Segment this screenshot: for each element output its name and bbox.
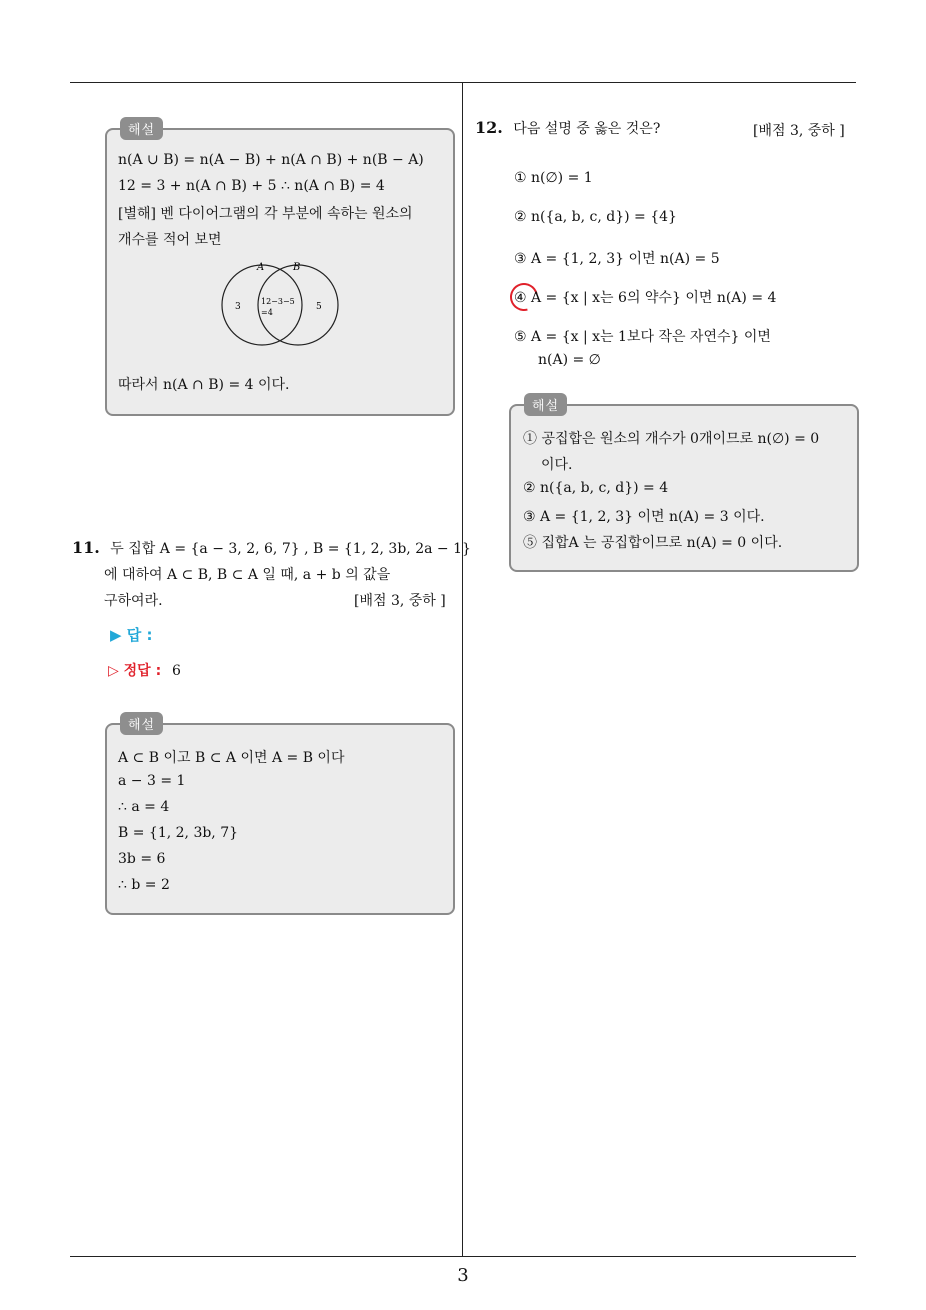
solution-line: B = {1, 2, 3b, 7} [118,825,239,841]
solution-line: n(A ∪ B) = n(A − B) + n(A ∩ B) + n(B − A) [118,152,424,168]
q12-solution-box [509,399,859,572]
venn-label-a: A [257,262,265,273]
option-5: ⑤ A = {x | x는 1보다 작은 자연수} 이면 [514,329,771,345]
top-rule [70,82,856,83]
solution-line: 개수를 적어 보면 [118,232,222,248]
question-number: 11. [72,538,100,557]
venn-right-value: 5 [316,302,322,312]
solution-tab: 해설 [120,117,163,140]
option-5-continued: n(A) = ∅ [538,352,601,368]
column-divider [462,83,463,1256]
solution-conclusion: 따라서 n(A ∩ B) = 4 이다. [118,377,290,393]
q12-header [475,118,660,138]
question-text: 에 대하여 A ⊂ B, B ⊂ A 일 때, a + b 의 값을 [104,567,391,583]
venn-middle-value-2: =4 [261,308,273,317]
venn-diagram [215,260,345,350]
question-text: 구하여라. [104,593,163,609]
solution-line: 12 = 3 + n(A ∩ B) + 5 ∴ n(A ∩ B) = 4 [118,178,385,194]
bottom-rule [70,1256,856,1257]
correct-value: 6 [172,663,181,679]
venn-label-b: B [293,262,301,273]
solution-line: 이다. [541,457,573,473]
solution-tab: 해설 [120,712,163,735]
question-text: 다음 설명 중 옳은 것은? [513,121,661,137]
score-label: [배점 3, 중하 ] [354,593,446,609]
q11-solution-box [105,718,455,915]
option-3: ③ A = {1, 2, 3} 이면 n(A) = 5 [514,251,720,267]
correct-answer-row [108,660,181,680]
venn-middle-value: 12−3−5 [261,297,295,306]
solution-line: ∴ a = 4 [118,799,170,815]
correct-label: ▷ 정답 : [108,663,162,679]
question-text: 두 집합 A = {a − 3, 2, 6, 7} , B = {1, 2, 3b, 2a − 1} [110,541,471,557]
solution-line: ∴ b = 2 [118,877,170,893]
solution-line: ② n({a, b, c, d}) = 4 [523,480,669,496]
solution-tab: 해설 [524,393,567,416]
page-number: 3 [457,1265,469,1286]
solution-line: [별해] 벤 다이어그램의 각 부분에 속하는 원소의 [118,206,413,222]
solution-line: a − 3 = 1 [118,773,186,789]
answer-label: ▶ 답 : [110,626,153,644]
solution-line: ① 공집합은 원소의 개수가 0개이므로 n(∅) = 0 [523,431,820,447]
q11-line1 [72,538,471,558]
option-4: ④ A = {x | x는 6의 약수} 이면 n(A) = 4 [514,290,777,306]
solution-line: 3b = 6 [118,851,166,867]
score-label: [배점 3, 중하 ] [753,123,845,139]
solution-line: A ⊂ B 이고 B ⊂ A 이면 A = B 이다 [118,750,345,766]
q10-solution-box [105,123,455,416]
solution-line: ⑤ 집합A 는 공집합이므로 n(A) = 0 이다. [523,535,783,551]
question-number: 12. [475,118,503,137]
solution-line: ③ A = {1, 2, 3} 이면 n(A) = 3 이다. [523,509,765,525]
option-1: ① n(∅) = 1 [514,170,593,186]
option-2: ② n({a, b, c, d}) = {4} [514,209,677,225]
venn-left-value: 3 [235,302,241,312]
